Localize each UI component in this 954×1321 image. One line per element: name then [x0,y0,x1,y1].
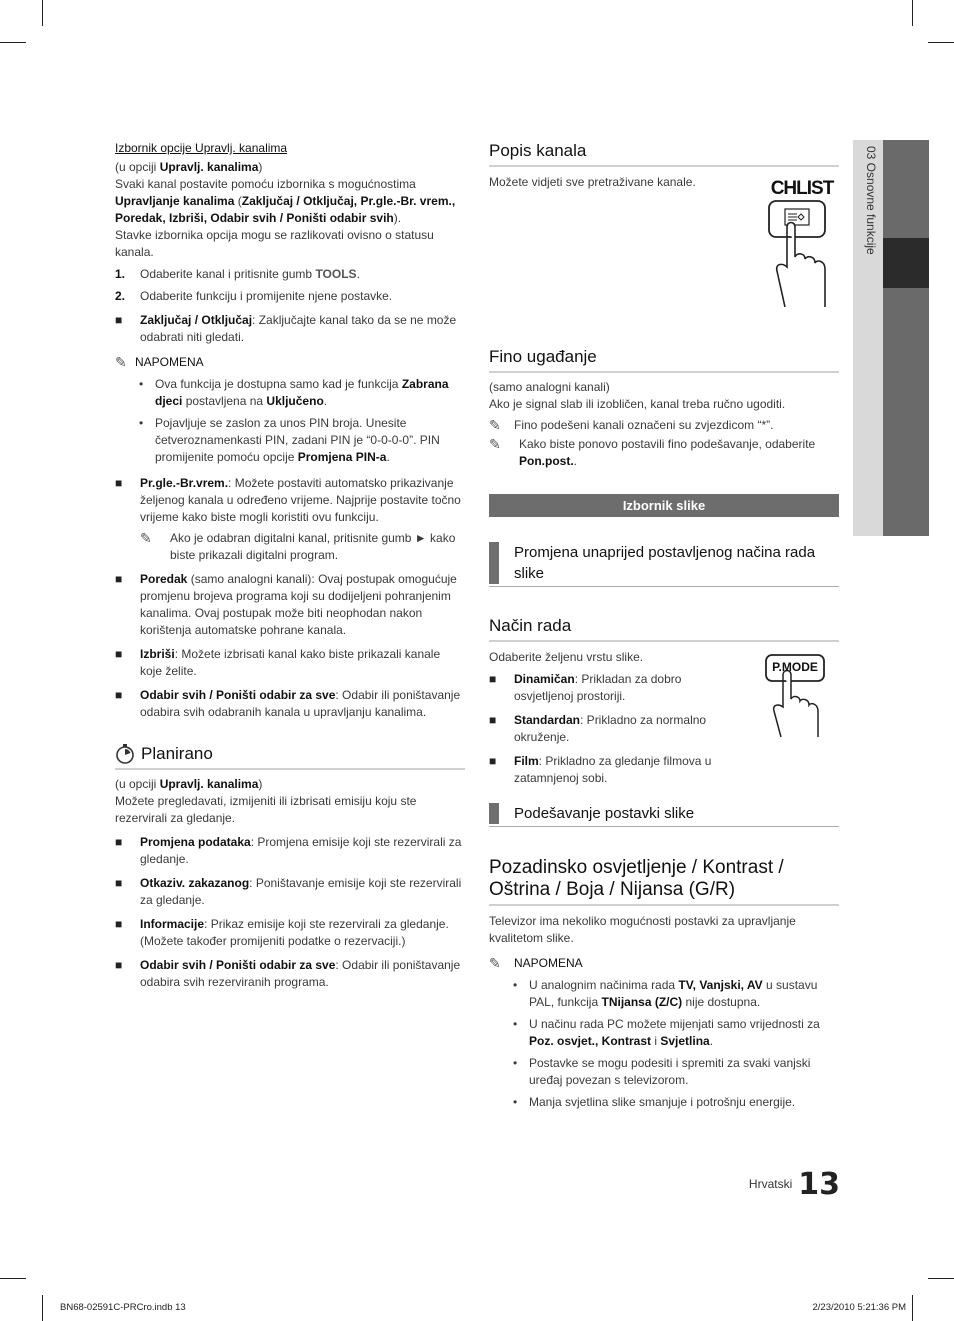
crop-mark [912,0,913,26]
planirano-ref: (u opciji Upravlj. kanalima) [115,777,263,791]
note-item: • Postavke se mogu podesiti i spremiti za svaki vanjski uređaj povezan s televizorom. [513,1056,811,1087]
crop-mark [42,1295,43,1321]
square-bullet-icon: ■ [489,672,497,686]
left-column [115,140,465,991]
fino-desc: Ako je signal slab ili izobličen, kanal treba ručno ugoditi. [489,397,786,411]
section-title-fino-ugadanje: Fino ugađanje [489,346,839,373]
square-bullet-icon: ■ [115,876,123,890]
note-item: • Ova funkcija je dostupna samo kad je funkcija Zabrana djeci postavljena na Uključeno. [139,377,449,408]
crop-mark [42,0,43,26]
nacin-body [489,649,839,787]
note-heading: ✎ NAPOMENA [115,354,204,370]
square-bullet-icon: ■ [115,958,123,972]
note-icon: ✎ [489,436,501,452]
planirano-item: ■ Informacije: Prikaz emisije koji ste rezervirali za gledanje. (Možete također promijeniti podatke o rezervaciji.) [115,917,449,948]
section-title-nacin-rada: Način rada [489,615,839,642]
dot-bullet-icon: • [139,416,144,430]
mode-item: ■ Film: Prikladno za gledanje filmova u zatamnjenoj sobi. [489,754,712,785]
footer-date: 2/23/2010 5:21:36 PM [812,1302,906,1313]
step-2: 2. Odaberite funkciju i promijenite njene postavke. [115,289,393,303]
note-item: • Pojavljuje se zaslon za unos PIN broja. Unesite četveroznamenkasti PIN, zadani PIN je “0-0-0-0”. PIN promijenite pomoću opcije Promjena PIN-a. [139,416,440,464]
crop-mark [928,1278,954,1279]
planirano-item: ■ Otkaziv. zakazanog: Poništavanje emisije koji ste rezervirali za gledanje. [115,876,462,907]
dot-bullet-icon: • [513,978,518,992]
item-order: ■ Poredak (samo analogni kanali): Ovaj postupak omogućuje promjenu brojeva programa koji su dodijeljeni pohranjenim kanalima. Ovaj postupak može biti neophodan nakon korištenja automatske pohrane kanala. [115,572,457,637]
dot-bullet-icon: • [513,1056,518,1070]
square-bullet-icon: ■ [115,476,123,490]
note-icon: ✎ [489,417,501,433]
sub-title: Izbornik opcije Upravlj. kanalima [115,141,288,155]
crop-mark [912,1295,913,1321]
square-bullet-icon: ■ [489,754,497,768]
note-item: • U analognim načinima rada TV, Vanjski, AV u sustavu PAL, funkcija TNijansa (Z/C) nije dostupna. [513,978,818,1009]
page-number-block [700,1167,840,1202]
fino-note-1: ✎ Fino podešeni kanali označeni su zvjezdicom “*”. [489,417,774,433]
planirano-item: ■ Promjena podataka: Promjena emisije koji ste rezervirali za gledanje. [115,835,462,866]
popis-body [489,174,839,312]
dot-bullet-icon: • [513,1095,518,1109]
pozadin-desc: Televizor ima nekoliko mogućnosti postavki za upravljanje kvalitetom slike. [489,914,796,945]
nacin-desc: Odaberite željenu vrstu slike. [489,650,644,664]
side-tab-band [883,140,929,536]
item-lock: ■ Zaključaj / Otključaj: Zaključajte kanal tako da se ne može odabrati niti gledati. [115,313,457,344]
heading-bar [489,542,499,584]
ref-line: (u opciji Upravlj. kanalima) [115,160,263,174]
section-title-popis-kanala: Popis kanala [489,140,839,167]
heading-bar [489,803,499,824]
mode-item: ■ Dinamičan: Prikladan za dobro osvjetljenoj prostoriji. [489,672,682,703]
page-number: 13 [798,1167,840,1202]
square-bullet-icon: ■ [489,713,497,727]
hand-pressing-button-icon [765,651,829,741]
planirano-item: ■ Odabir svih / Poništi odabir za sve: Odabir ili poništavanje odabira svih rezerviranih programa. [115,958,461,989]
intro-text-2: Stavke izbornika opcija mogu se razlikovati ovisno o statusu kanala. [115,228,434,259]
crop-mark [0,1278,26,1279]
subheading-preset: Promjena unaprijed postavljenog načina rada slike [489,542,839,587]
pmode-button-label: P.MODE [772,660,818,674]
square-bullet-icon: ■ [115,917,123,931]
note-item: • U načinu rada PC možete mijenjati samo vrijednosti za Poz. osvjet., Kontrast i Svjetlina. [513,1017,820,1048]
hand-pressing-button-icon [767,180,837,310]
remote-hand-icon [767,197,837,307]
square-bullet-icon: ■ [115,647,123,661]
side-tab-label: 03 Osnovne funkcije [864,146,878,255]
footer-file: BN68-02591C-PRCro.indb 13 [60,1302,186,1313]
item-timer: ■ Pr.gle.-Br.vrem.: Možete postaviti automatsko prikazivanje željenog kanala u određeno vrijeme. Najprije postavite točno vrijeme kako biste mogli koristiti ovu funkciju. [115,476,461,524]
planirano-desc: Možete pregledavati, izmijeniti ili izbrisati emisiju koju ste rezervirali za gledanje. [115,794,417,825]
square-bullet-icon: ■ [115,835,123,849]
subheading-settings: Podešavanje postavki slike [489,803,839,827]
section-title-planirano: Planirano [115,743,465,770]
section-banner-izbornik-slike: Izbornik slike [489,494,839,517]
fino-sub: (samo analogni kanali) [489,380,610,394]
note-heading: ✎ NAPOMENA [489,955,583,971]
fino-note-2: ✎ Kako biste ponovo postavili fino podešavanje, odaberite Pon.post.. [489,436,816,468]
item-delete: ■ Izbriši: Možete izbrisati kanal kako biste prikazali kanale koje želite. [115,647,441,678]
note-icon: ✎ [489,955,501,971]
side-tab-marker [883,238,929,288]
popis-desc: Možete vidjeti sve pretraživane kanale. [489,175,696,189]
clock-icon [115,744,135,764]
right-column [489,140,839,1111]
page-language: Hrvatski [748,1177,793,1191]
dot-bullet-icon: • [513,1017,518,1031]
item-select-all: ■ Odabir svih / Poništi odabir za sve: Odabir ili poništavanje odabira svih odabranih kanala u upravljanju kanalima. [115,688,461,719]
crop-mark [928,42,954,43]
square-bullet-icon: ■ [115,572,123,586]
mode-item: ■ Standardan: Prikladno za normalno okruženje. [489,713,707,744]
crop-mark [0,42,26,43]
intro-text: Svaki kanal postavite pomoću izbornika s mogućnostima Upravljanje kanalima (Zaključaj / Otključaj, Pr.gle.-Br. vrem., Poredak, Izbriši, Odabir svih / Poništi odabir svih). [115,177,456,225]
dot-bullet-icon: • [139,377,144,391]
square-bullet-icon: ■ [115,313,123,327]
step-1: 1. Odaberite kanal i pritisnite gumb TOOLS. [115,267,360,281]
square-bullet-icon: ■ [115,688,123,702]
timer-note: ✎ Ako je odabran digitalni kanal, pritisnite gumb ► kako biste prikazali digitalni program. [140,530,456,562]
section-title-pozadinsko: Pozadinsko osvjetljenje / Kontrast / Oštrina / Boja / Nijansa (G/R) [489,857,839,906]
chlist-button-label: CHLIST [770,178,834,199]
note-item: • Manja svjetlina slike smanjuje i potrošnju energije. [513,1095,796,1109]
note-icon: ✎ [115,354,127,370]
note-icon: ✎ [140,530,152,546]
